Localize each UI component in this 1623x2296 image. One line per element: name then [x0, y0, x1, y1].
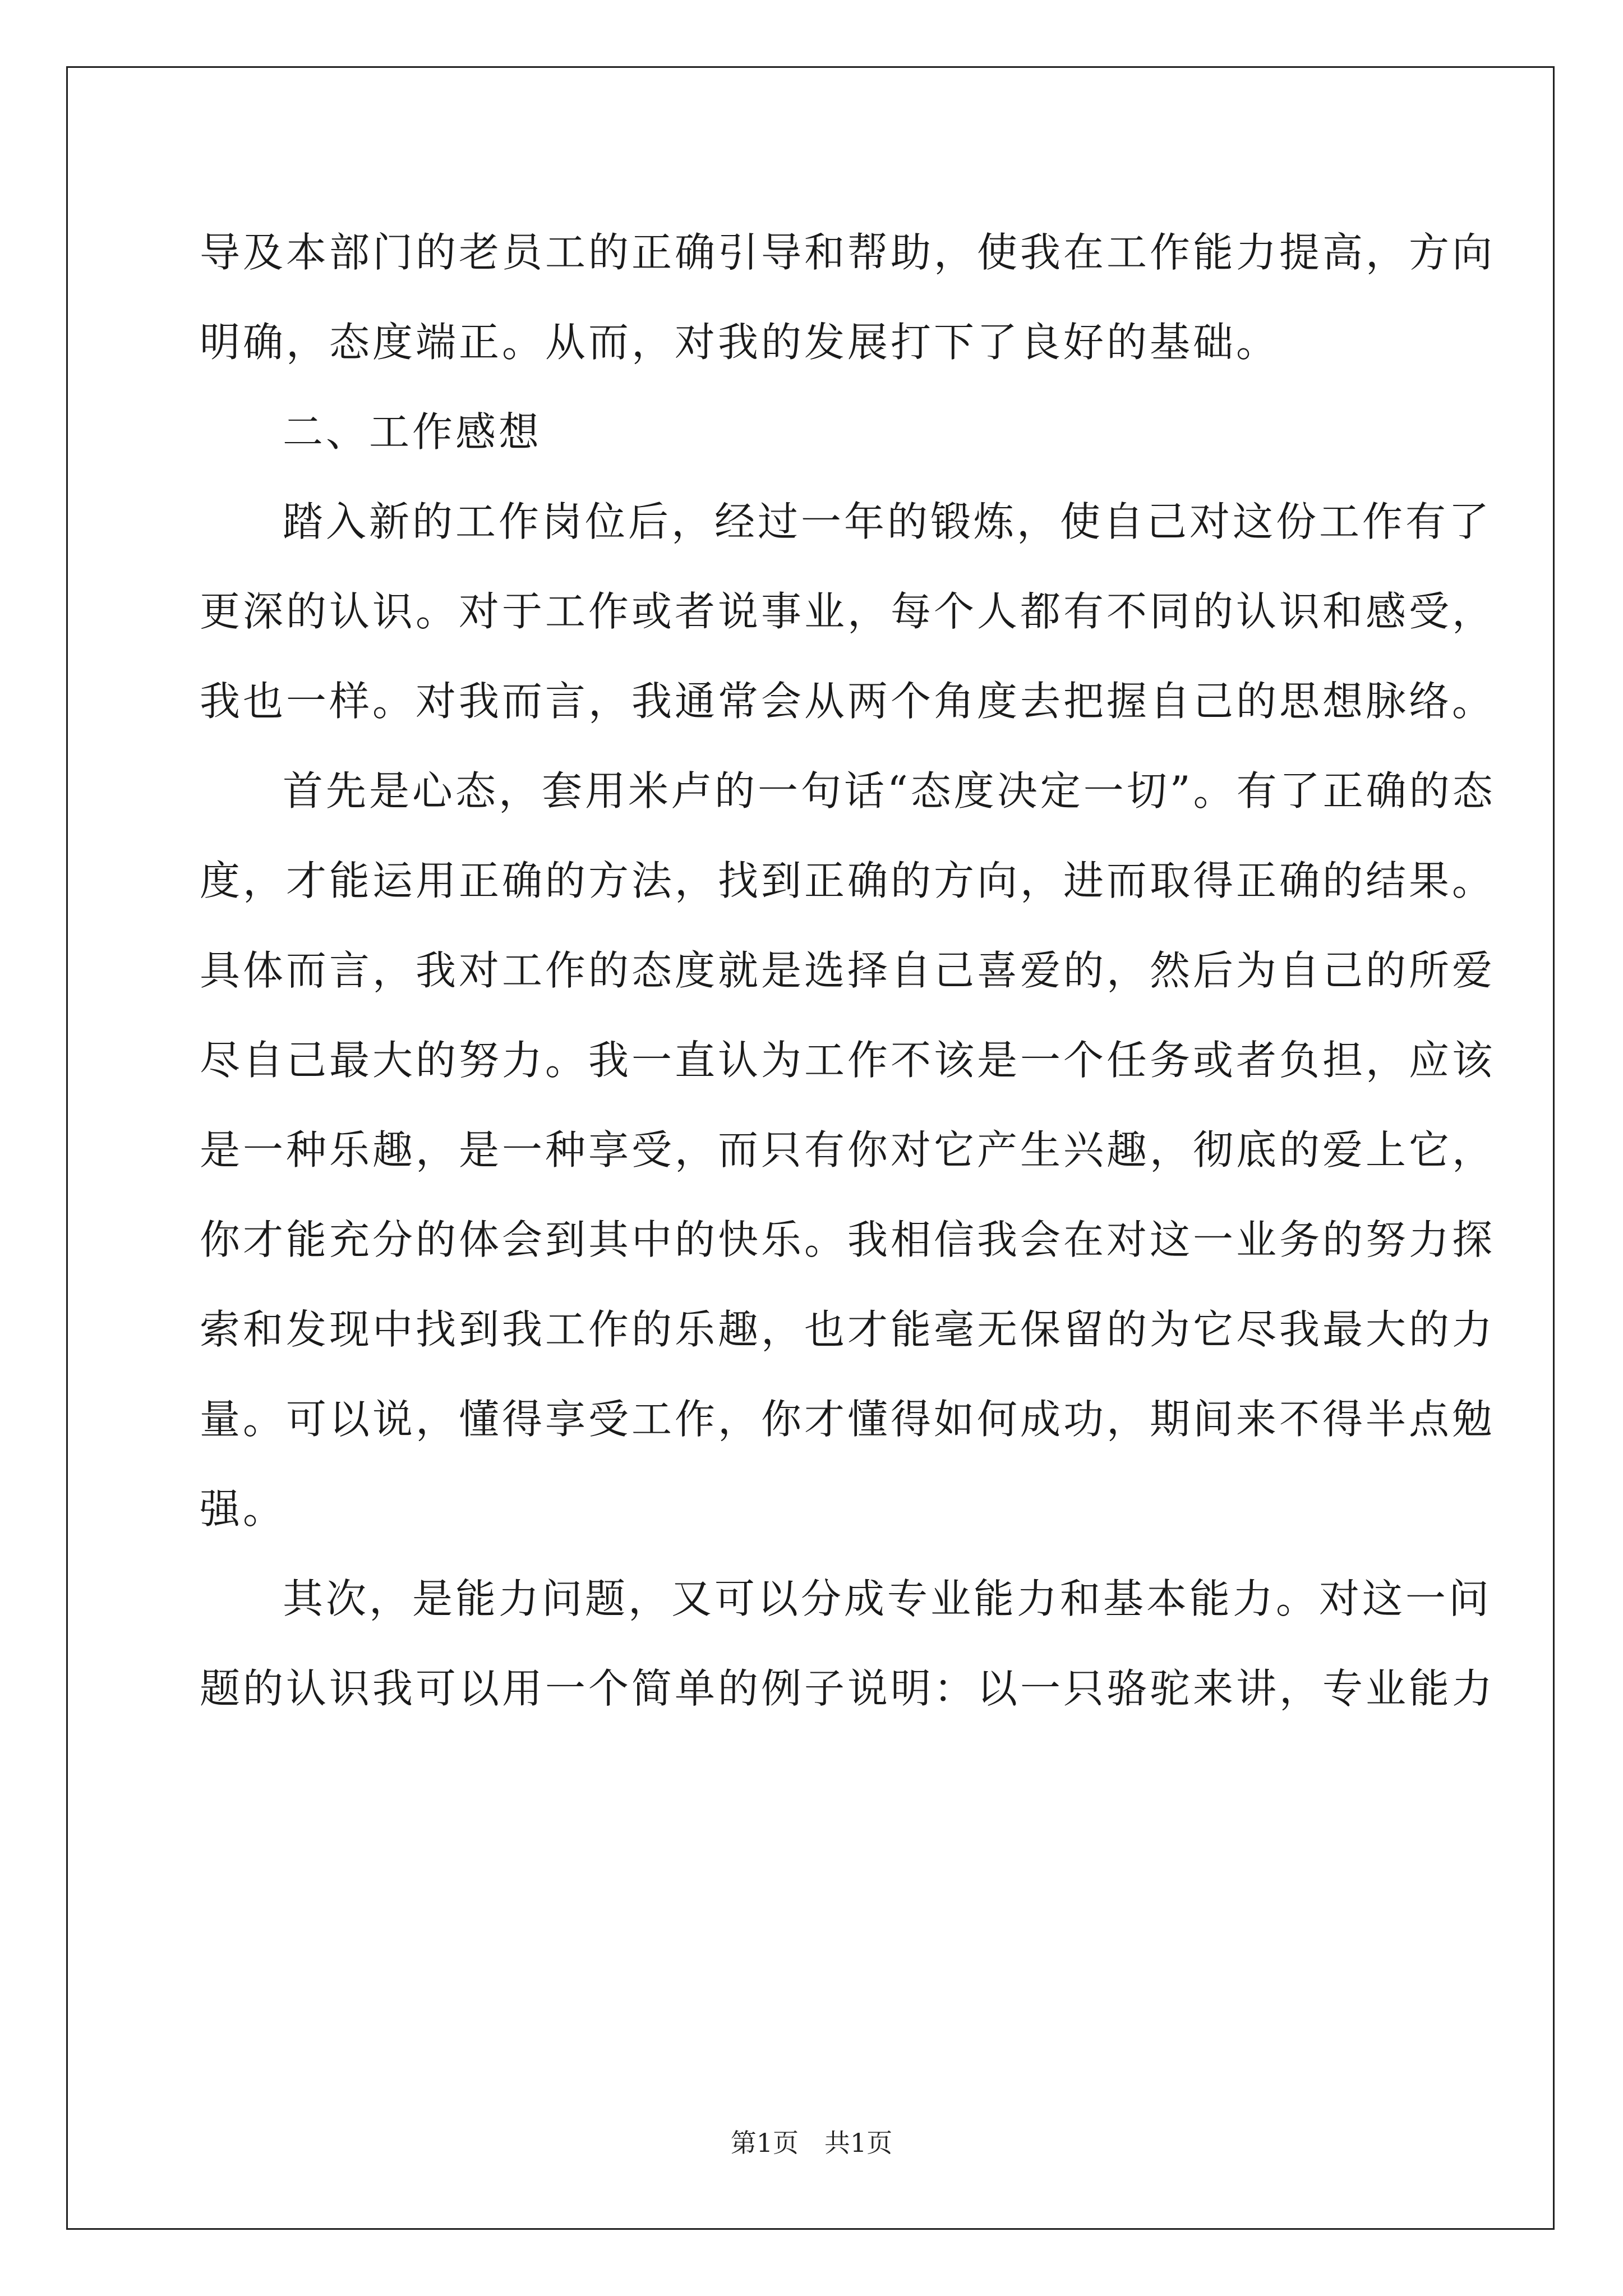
text-line: 踏入新的工作岗位后，经过一年的锻炼，使自己对这份工作有了 — [283, 498, 1492, 545]
text-line: 索和发现中找到我工作的乐趣，也才能毫无保留的为它尽我最大的力 — [200, 1306, 1496, 1353]
text-line: 强。 — [200, 1485, 287, 1533]
page-footer: 第1页 共1页 — [730, 2128, 893, 2158]
text-line: 首先是心态，套用米卢的一句话“态度决定一切”。有了正确的态 — [283, 767, 1496, 815]
text-line: 量。可以说，懂得享受工作，你才懂得如何成功，期间来不得半点勉 — [200, 1396, 1496, 1443]
text-line: 是一种乐趣，是一种享受，而只有你对它产生兴趣，彻底的爱上它， — [200, 1126, 1496, 1174]
text-line: 更深的认识。对于工作或者说事业，每个人都有不同的认识和感受， — [200, 588, 1496, 635]
text-line: 题的认识我可以用一个简单的例子说明：以一只骆驼来讲，专业能力 — [200, 1665, 1496, 1712]
text-line: 你才能充分的体会到其中的快乐。我相信我会在对这一业务的努力探 — [200, 1216, 1496, 1263]
text-line: 导及本部门的老员工的正确引导和帮助，使我在工作能力提高，方向 — [200, 229, 1496, 276]
text-line: 我也一样。对我而言，我通常会从两个角度去把握自己的思想脉络。 — [200, 678, 1496, 725]
text-line: 其次，是能力问题，又可以分成专业能力和基本能力。对这一问 — [283, 1575, 1492, 1622]
text-line: 具体而言，我对工作的态度就是选择自己喜爱的，然后为自己的所爱 — [200, 947, 1496, 994]
section-heading: 二、工作感想 — [283, 408, 542, 455]
text-line: 度，才能运用正确的方法，找到正确的方向，进而取得正确的结果。 — [200, 857, 1496, 904]
text-line: 明确，态度端正。从而，对我的发展打下了良好的基础。 — [200, 319, 1280, 366]
text-line: 尽自己最大的努力。我一直认为工作不该是一个任务或者负担，应该 — [200, 1037, 1496, 1084]
